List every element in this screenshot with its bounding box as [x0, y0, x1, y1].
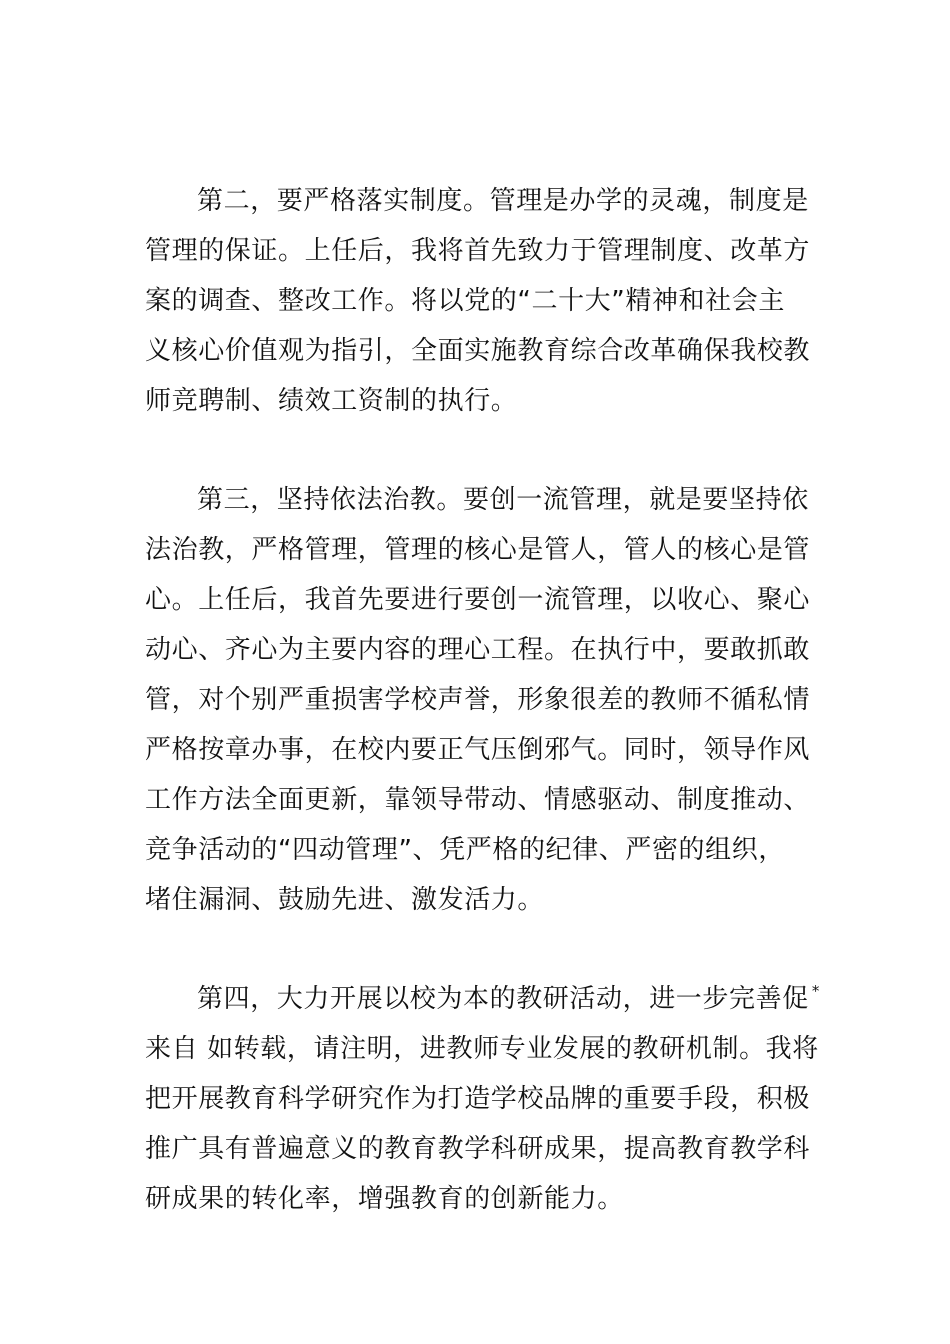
text-line: 工作方法全面更新，靠领导带动、情感驱动、制度推动、 — [145, 785, 811, 815]
text-line — [197, 982, 820, 1015]
text-line: 案的调查、整改工作。将以党的“二十大”精神和社会主 — [145, 286, 785, 316]
text-line: 义核心价值观为指引，全面实施教育综合改革确保我校教 — [145, 336, 811, 366]
text-line: 研成果的转化率，增强教育的创新能力。 — [145, 1184, 624, 1214]
text-line: 管理的保证。上任后，我将首先致力于管理制度、改革方 — [145, 236, 811, 266]
text-line: 竞争活动的“四动管理”、凭严格的纪律、严密的组织， — [145, 835, 785, 865]
text-line: 师竞聘制、绩效工资制的执行。 — [145, 386, 518, 416]
text-line: 心。上任后，我首先要进行要创一流管理，以收心、聚心 — [145, 585, 811, 615]
text-line: 管，对个别严重损害学校声誉，形象很差的教师不循私情 — [145, 685, 811, 715]
text-line: 第二，要严格落实制度。管理是办学的灵魂，制度是 — [197, 186, 809, 216]
text-line: 把开展教育科学研究作为打造学校品牌的重要手段，积极 — [145, 1084, 811, 1114]
text-line: 严格按章办事，在校内要正气压倒邪气。同时，领导作风 — [145, 735, 811, 765]
text-line-content: 第四，大力开展以校为本的教研活动，进一步完善促 — [197, 984, 809, 1014]
text-line: 第三，坚持依法治教。要创一流管理，就是要坚持依 — [197, 485, 809, 515]
text-line: 动心、齐心为主要内容的理心工程。在执行中，要敢抓敢 — [145, 635, 811, 665]
text-line: 法治教，严格管理，管理的核心是管人，管人的核心是管 — [145, 535, 811, 565]
footnote-mark: * — [811, 982, 820, 1000]
text-line: 推广具有普遍意义的教育教学科研成果，提高教育教学科 — [145, 1134, 811, 1164]
text-line: 堵住漏洞、鼓励先进、激发活力。 — [145, 885, 545, 915]
text-line: 来自 如转载，请注明，进教师专业发展的教研机制。我将 — [145, 1034, 819, 1064]
